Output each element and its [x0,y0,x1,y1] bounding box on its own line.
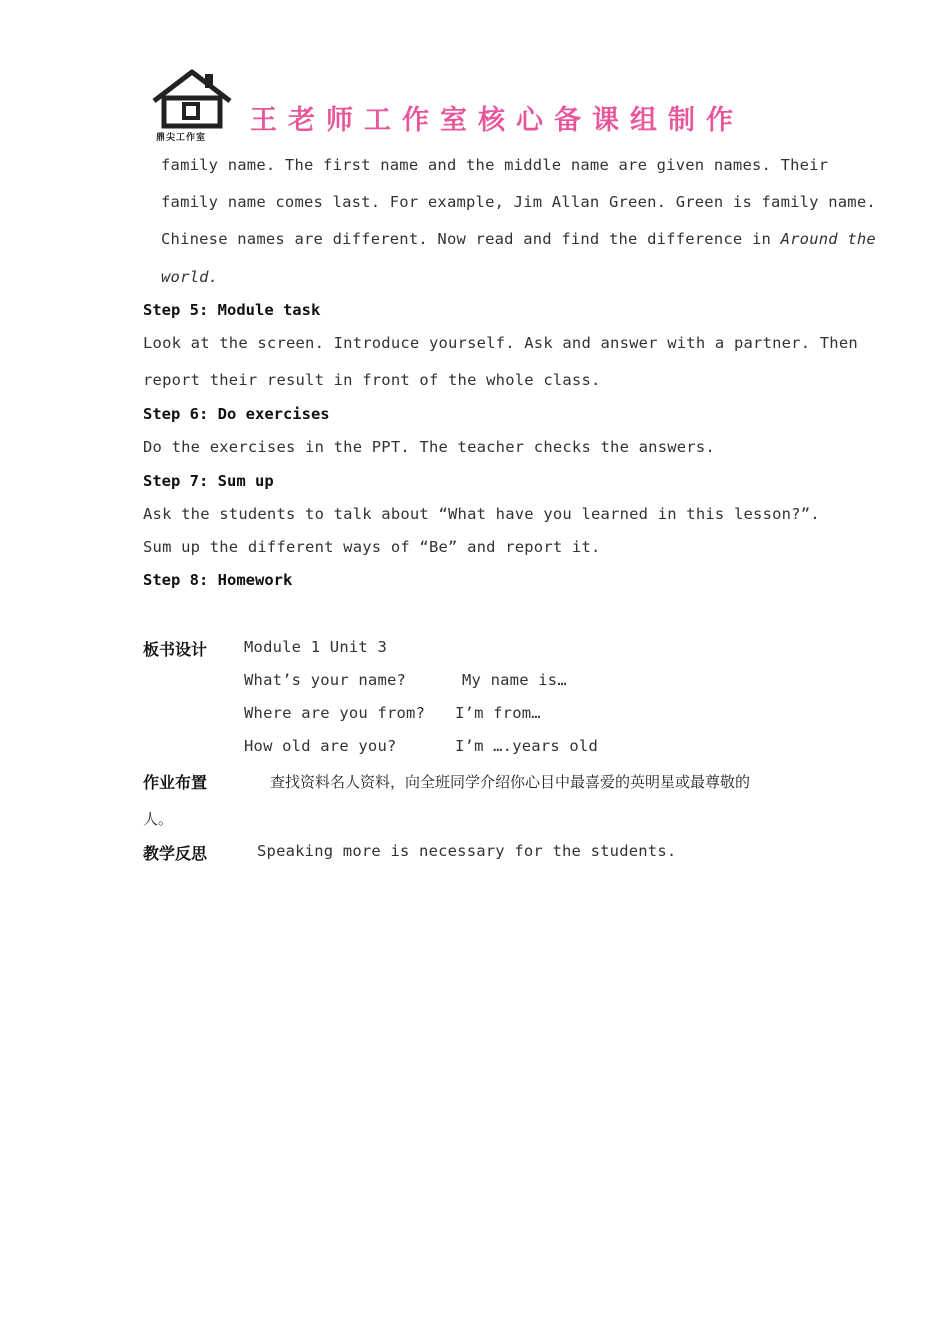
intro-italic-1: Around the [780,230,876,248]
board-answer-3: I’m ….years old [455,737,598,755]
step7-line-1: Ask the students to talk about “What have you learned in this lesson?”. [143,505,820,523]
homework-label: 作业布置 [143,773,208,792]
step7-line-2: Sum up the different ways of “Be” and report it. [143,538,601,556]
header-banner: 王老师工作室核心备课组制作 [250,105,744,136]
intro-line-4: world. [161,268,219,286]
logo [150,68,234,144]
homework-line-1: 查找资料名人资料，向全班同学介绍你心目中最喜爱的英明星或最尊敬的 [270,773,751,791]
reflection-label: 教学反思 [143,844,208,863]
step6-line-1: Do the exercises in the PPT. The teacher checks the answers. [143,438,715,456]
board-question-3: How old are you? [244,737,397,755]
intro-line-3 [161,230,876,248]
logo-caption: 鼎尖工作室 [156,133,207,143]
step5-line-2: report their result in front of the whole class. [143,371,601,389]
board-title: Module 1 Unit 3 [244,638,387,656]
board-answer-1: My name is… [462,671,567,689]
step6-heading: Step 6: Do exercises [143,405,330,423]
intro-line-2: family name comes last. For example, Jim Allan Green. Green is family name. [161,193,876,211]
board-question-1: What’s your name? [244,671,407,689]
intro-line-3-text: Chinese names are different. Now read and find the difference in [161,230,772,248]
step5-line-1: Look at the screen. Introduce yourself. Ask and answer with a partner. Then [143,334,858,352]
intro-line-1: family name. The first name and the middle name are given names. Their [161,156,829,174]
step7-heading: Step 7: Sum up [143,472,274,490]
board-label: 板书设计 [143,640,208,659]
step5-heading: Step 5: Module task [143,301,321,319]
homework-line-2: 人。 [143,810,174,828]
board-answer-2: I’m from… [455,704,541,722]
board-question-2: Where are you from? [244,704,426,722]
house-icon [150,68,234,130]
step8-heading: Step 8: Homework [143,571,293,589]
reflection-text: Speaking more is necessary for the students. [257,842,677,860]
